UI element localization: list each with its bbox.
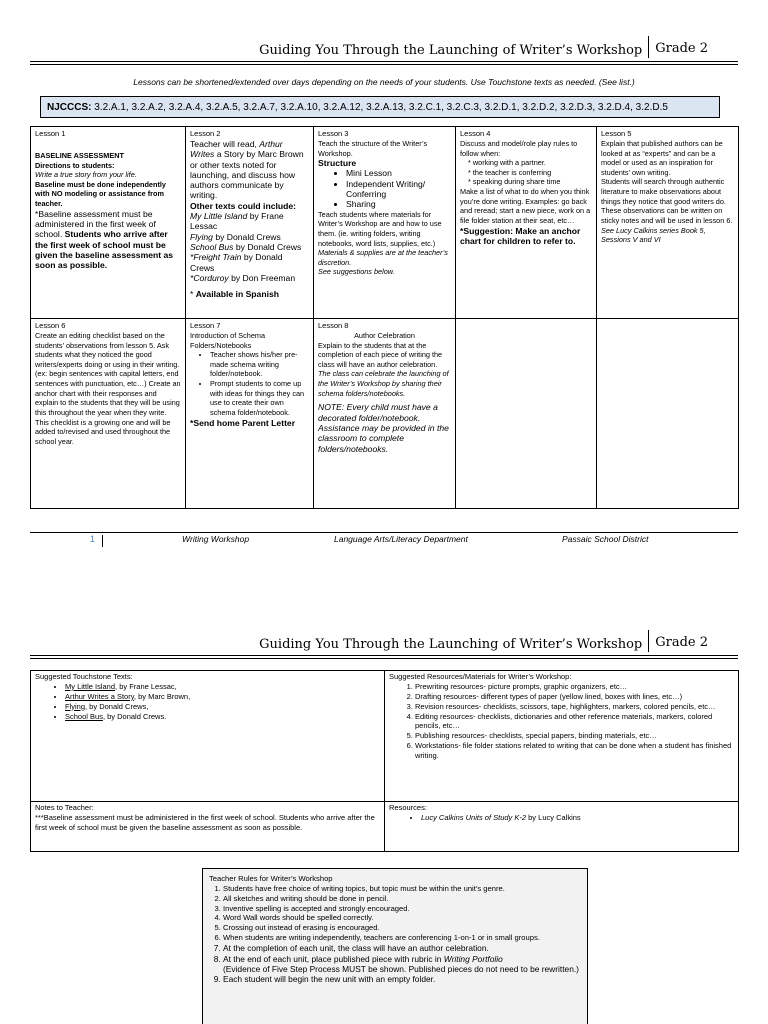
lesson-7-cell — [186, 319, 314, 509]
list-item: 5. Publishing resources- checklists, special papers, binding materials, etc… — [415, 731, 734, 741]
lessons-row-2 — [31, 319, 739, 509]
lesson-6-cell — [31, 319, 186, 509]
standards-list: 3.2.A.1, 3.2.A.2, 3.2.A.4, 3.2.A.5, 3.2.A.7, 3.2.A.10, 3.2.A.12, 3.2.A.13, 3.2.C.1, 3.2.C.3, 3.2.D.1, 3.2.D.2, 3.2.D.3, 3.2.D.4, 3.2.D.5 — [94, 102, 668, 113]
list-item: 6. Workstations- file folder stations related to writing that can be done when a student has finished writing. — [415, 741, 734, 761]
touchstone-title: Arthur Writes a Story — [65, 691, 134, 701]
lesson-4-cell — [456, 127, 597, 319]
lesson-2-t5-title: *Corduroy — [190, 272, 229, 283]
list-item: 5. Crossing out instead of erasing is encouraged. — [223, 923, 581, 933]
lesson-3-p2: Materials & supplies are at the teacher’s discretion. — [318, 248, 448, 267]
lesson-2-cell — [186, 127, 314, 319]
list-item: 1. Students have free choice of writing topics, but topic must be within the unit’s genre. — [223, 884, 581, 894]
lesson-4-item: * working with a partner. — [468, 158, 546, 168]
resources2-title: Lucy Calkins Units of Study K-2 — [421, 812, 527, 822]
lesson-3-p1: Teach students where materials for Writer’s Workshop are and how to use them. (ie. writing folders, writing notebooks, word lists, supplies, etc.) — [318, 209, 442, 248]
footer-divider — [102, 535, 103, 547]
page1-header-rule-2 — [30, 64, 738, 65]
lesson-5-p3: See Lucy Calkins series Book 5, Sessions V and VI — [601, 225, 706, 245]
lessons-table — [30, 126, 739, 509]
lesson-8-p2: The class can celebrate the launching of the Writer’s Workshop by sharing their schema folders/notebooks. — [318, 369, 449, 398]
rules-list — [209, 884, 581, 985]
touchstone-title: My Little Island — [65, 681, 116, 691]
lesson-5-cell — [597, 127, 739, 319]
lesson-5-p1: Explain that published authors can be looked at as “experts” and can be a model or used as an inspiration for students’ own writing. — [601, 138, 723, 177]
notes-cell — [31, 802, 385, 852]
lesson-8-cell — [314, 319, 456, 509]
lesson-2-t2-author: by Donald Crews — [215, 231, 281, 242]
lesson-2-t4-author: by Donald Crews — [190, 252, 283, 273]
resources2-cell — [385, 802, 739, 852]
lesson-2-intro-b: a Story by Marc Brown or other texts noted for launching, and discuss how authors communicate by writing. — [190, 149, 304, 201]
footer-rule — [30, 532, 738, 533]
touchstone-author: , by Donald Crews. — [102, 711, 167, 721]
lesson-2-t3-title: School Bus — [190, 242, 234, 253]
lesson-2-spanish-star: * — [190, 289, 194, 300]
page2-header — [259, 630, 708, 652]
list-item — [223, 954, 581, 974]
touchstone-list — [35, 682, 380, 722]
rule8-a: At the end of each unit, place published piece with rubric in — [223, 953, 442, 964]
touchstone-title: School Bus — [65, 711, 103, 721]
empty-cell — [456, 319, 597, 509]
page2-header-grade: Grade 2 — [648, 630, 708, 652]
lesson-4-title: Lesson 4 — [460, 129, 491, 138]
standards-label: NJCCCS: — [47, 102, 92, 113]
lesson-2-t5-author: by Don Freeman — [231, 272, 296, 283]
resources2-list — [389, 813, 734, 823]
resources-row-2 — [31, 802, 739, 852]
lesson-3-structure: Structure — [318, 158, 357, 169]
list-item: 4. Word Wall words should be spelled correctly. — [223, 913, 581, 923]
lesson-8-heading: Author Celebration — [354, 330, 415, 340]
page1-header-grade: Grade 2 — [648, 36, 708, 58]
lessons-row-1 — [31, 127, 739, 319]
resources2-heading: Resources: — [389, 803, 427, 812]
rule8-b: (Evidence of Five Step Process MUST be shown. Published pieces do not need to be rewritten.) — [223, 964, 579, 975]
lesson-7-list — [190, 350, 309, 417]
lesson-4-p2: *Suggestion: Make an anchor chart for children to refer to. — [460, 225, 581, 246]
list-item: 7. At the completion of each unit, the class will have an author celebration. — [223, 943, 581, 954]
rules-heading: Teacher Rules for Writer’s Workshop — [209, 874, 333, 883]
resources-table — [30, 670, 739, 852]
lesson-6-p1: Create an editing checklist based on the students’ observations from lesson 5. Ask students what they noticed the good writers/experts doing or using in their writing. (ex: begin sentences with capital letters, end sentences with punctuation, etc…) Create an anchor chart with their responses and explain to the students that they will be using this throughout the year when they write. This checklist is a growing one and will be added to/revised and used throughout the school year. — [35, 330, 181, 446]
empty-cell — [597, 319, 739, 509]
lesson-2-t3-author: by Donald Crews — [235, 242, 302, 253]
resources-heading: Suggested Resources/Materials for Writer’s Workshop: — [389, 672, 572, 681]
lesson-1-title: Lesson 1 — [35, 129, 66, 138]
footer-left: Writing Workshop — [182, 534, 250, 544]
lesson-1-directions: Directions to students: — [35, 160, 115, 170]
lesson-3-cell — [314, 127, 456, 319]
lesson-2-intro-title: Arthur Writes — [190, 138, 283, 160]
notes-text: ***Baseline assessment must be administered in the first week of school. Students who arrive after the first week of school must be given the baseline assessment as soon as possible. — [35, 812, 375, 832]
lesson-3-p3: See suggestions below. — [318, 267, 395, 277]
list-item: • Teacher shows his/her pre-made schema writing folder/notebook. — [210, 350, 309, 379]
page1-footer — [30, 534, 738, 548]
page1-header-rule — [30, 61, 738, 62]
list-item: 2. All sketches and writing should be done in pencil. — [223, 894, 581, 904]
list-item — [65, 702, 380, 712]
list-item: • Sharing — [346, 199, 451, 209]
list-item: • Prompt students to come up with ideas for things they can use to create their own schema folder/notebook. — [210, 379, 309, 418]
lesson-8-title: Lesson 8 — [318, 321, 349, 330]
resources2-author: by Lucy Calkins — [528, 812, 581, 822]
list-item: 2. Drafting resources- different types of paper (yellow lined, boxes with lines, etc…) — [415, 692, 734, 702]
lesson-2-t1-title: My Little Island — [190, 211, 248, 222]
lesson-2-t4-title: *Freight Train — [190, 252, 242, 263]
list-item — [421, 813, 734, 823]
lesson-4-item: * speaking during share time — [468, 177, 561, 187]
list-item: 3. Revision resources- checklists, scissors, tape, highlighters, markers, colored pencils, etc… — [415, 702, 734, 712]
lesson-1-p3: Students who arrive after the first week of school must be given the baseline assessment as soon as possible. — [35, 229, 174, 271]
lesson-1-cell — [31, 127, 186, 319]
page2-header-rule — [30, 655, 738, 656]
lesson-1-p1: Baseline must be done independently with NO modeling or assistance from teacher. — [35, 179, 166, 209]
list-item — [65, 692, 380, 702]
lesson-7-intro: Introduction of Schema Folders/Notebooks — [190, 330, 266, 350]
rule8-italic: Writing Portfolio — [443, 953, 503, 964]
lesson-6-title: Lesson 6 — [35, 321, 66, 330]
touchstone-title: Flying — [65, 701, 86, 711]
list-item: • Mini Lesson — [346, 168, 451, 178]
lesson-1-p2: *Baseline assessment must be administered in the first week of school. — [35, 208, 156, 240]
page-number: 1 — [90, 534, 96, 544]
list-item: 9. Each student will begin the new unit with an empty folder. — [223, 974, 581, 985]
lesson-4-intro: Discuss and model/role play rules to follow when: — [460, 138, 578, 158]
touchstone-author: , by Marc Brown, — [133, 691, 191, 701]
lesson-7-p1: *Send home Parent Letter — [190, 417, 296, 428]
list-item: 3. Inventive spelling is accepted and strongly encouraged. — [223, 904, 581, 914]
lesson-4-p1: Make a list of what to do when you think you’re done writing. Examples: go back and reread; start a new piece, work on a file folder station at their seat, etc… — [460, 187, 591, 225]
lesson-2-t2-title: Flying — [190, 231, 213, 242]
teacher-rules-box — [202, 868, 588, 1024]
page1-header — [259, 36, 708, 58]
list-item — [65, 712, 380, 722]
lesson-2-t1-author: by Frane Lessac — [190, 211, 284, 232]
touchstone-heading: Suggested Touchstone Texts: — [35, 672, 133, 681]
lessons-note: Lessons can be shortened/extended over days depending on the needs of your students. Use Touchstone texts as needed. (See list.) — [133, 77, 635, 87]
lesson-8-p1: Explain to the students that at the completion of each piece of writing the class will have an author celebration. — [318, 340, 443, 369]
resources-cell — [385, 671, 739, 802]
lesson-1-heading: BASELINE ASSESSMENT — [35, 150, 124, 160]
lesson-7-title: Lesson 7 — [190, 321, 221, 330]
list-item: 4. Editing resources- checklists, dictionaries and other reference materials, markers, colored pencils, etc… — [415, 712, 734, 732]
resources-list — [389, 682, 734, 761]
list-item — [65, 682, 380, 692]
lesson-2-intro-a: Teacher will read, — [190, 138, 257, 149]
page2-header-title: Guiding You Through the Launching of Writer’s Workshop — [259, 637, 643, 652]
page2-header-rule-2 — [30, 658, 738, 659]
list-item: 6. When students are writing independently, teachers are conferencing 1-on-1 or in small groups. — [223, 933, 581, 943]
lesson-8-p3: NOTE: Every child must have a decorated folder/notebook. Assistance may be provided in the classroom to complete folders/notebooks. — [318, 402, 449, 454]
footer-mid: Language Arts/Literacy Department — [334, 534, 468, 544]
lesson-5-p2: Students will search through authentic literature to make observations about things they notice that good writers do. These observations can be written on sticky notes and will be used in lesson 6. — [601, 177, 733, 225]
lesson-2-other: Other texts could include: — [190, 200, 297, 211]
lesson-5-title: Lesson 5 — [601, 129, 632, 138]
footer-right: Passaic School District — [562, 534, 649, 544]
touchstone-author: , by Frane Lessac, — [115, 681, 177, 691]
page1-header-title: Guiding You Through the Launching of Writer’s Workshop — [259, 43, 643, 58]
touchstone-cell — [31, 671, 385, 802]
lesson-3-intro: Teach the structure of the Writer’s Workshop. — [318, 138, 428, 158]
lesson-3-list — [318, 168, 451, 209]
touchstone-author: , by Donald Crews, — [85, 701, 149, 711]
standards-box — [40, 96, 720, 118]
lesson-2-spanish: Available in Spanish — [195, 289, 280, 300]
lesson-1-directions-text: Write a true story from your life. — [35, 170, 137, 180]
list-item: 1. Prewriting resources- picture prompts, graphic organizers, etc… — [415, 682, 734, 692]
notes-heading: Notes to Teacher: — [35, 803, 94, 812]
lesson-4-item: * the teacher is conferring — [468, 167, 552, 177]
list-item: • Independent Writing/ Conferring — [346, 179, 451, 200]
lesson-3-title: Lesson 3 — [318, 129, 349, 138]
lesson-2-title: Lesson 2 — [190, 129, 221, 138]
resources-row-1 — [31, 671, 739, 802]
